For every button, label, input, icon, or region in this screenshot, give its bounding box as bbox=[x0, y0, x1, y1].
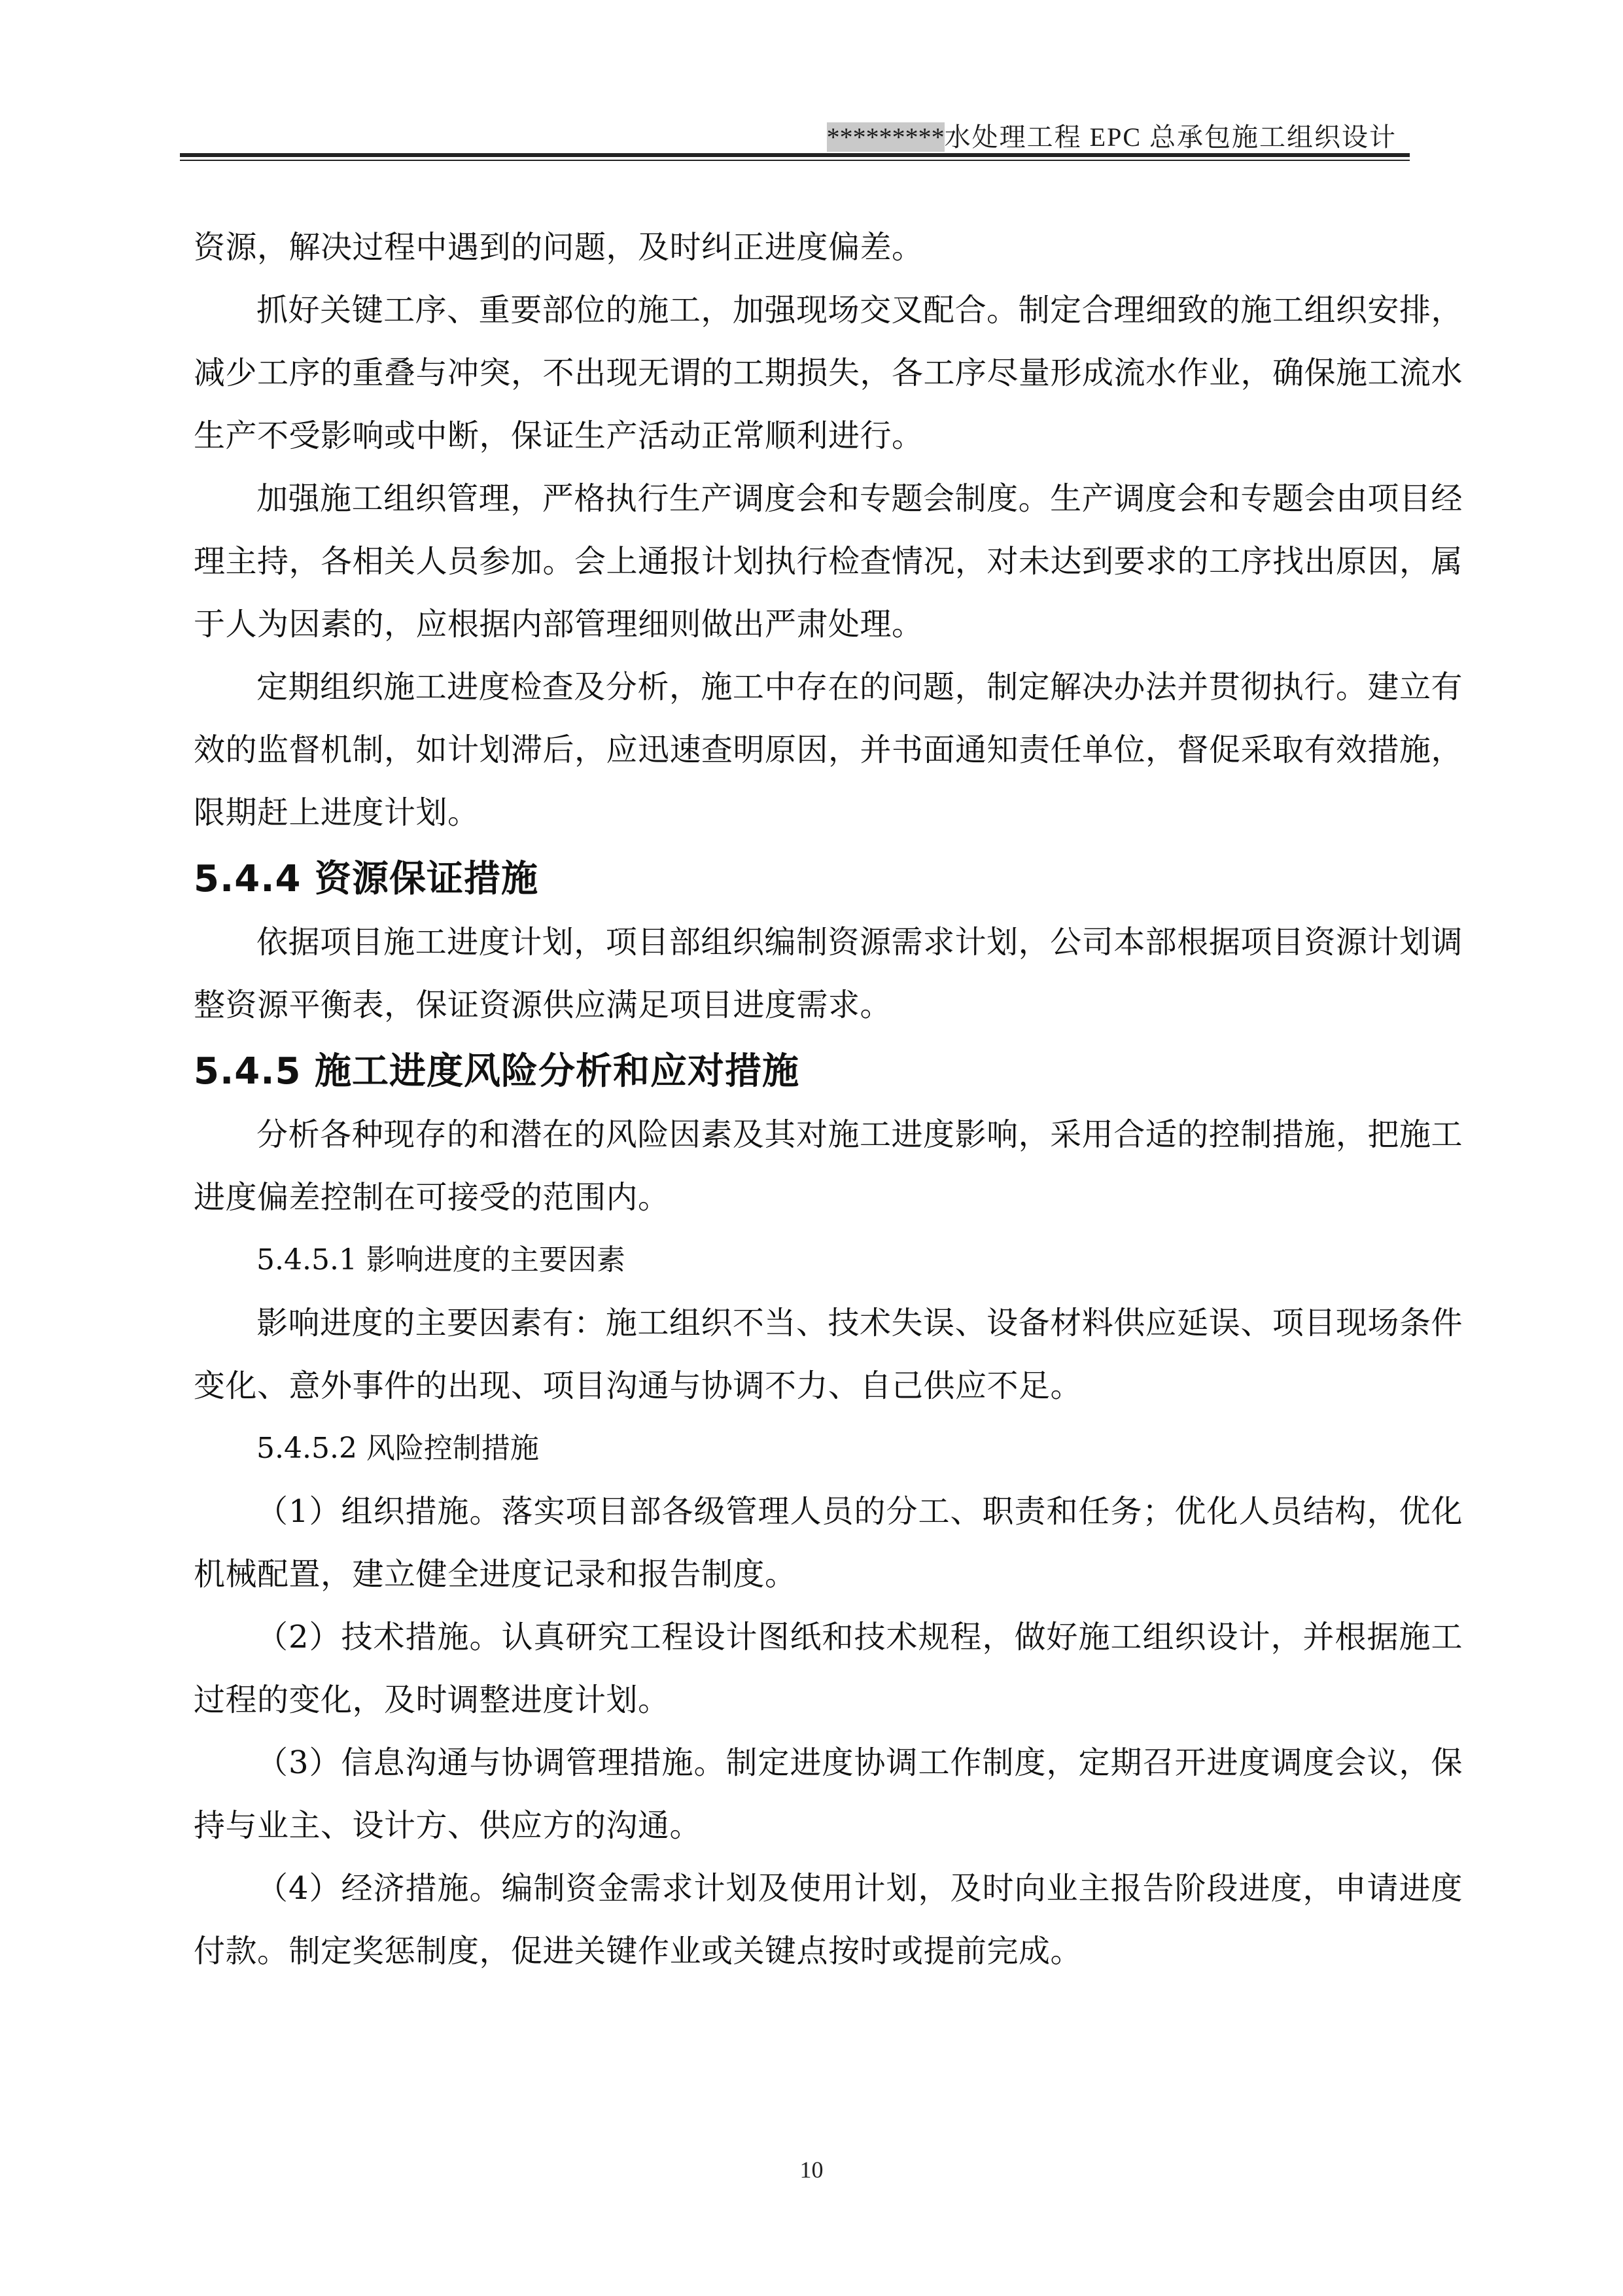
section-heading-5-4-4: 5.4.4 资源保证措施 bbox=[194, 858, 538, 900]
paragraph-main-factors: 影响进度的主要因素有：施工组织不当、技术失误、设备材料供应延误、项目现场条件变化、意外事件的出现、项目沟通与协调不力、自己供应不足。 bbox=[194, 1305, 1463, 1404]
subsection-heading-5-4-5-1: 5.4.5.1 影响进度的主要因素 bbox=[256, 1243, 625, 1277]
header-rule-thin bbox=[180, 160, 1410, 161]
measure-economic: （4）经济措施。编制资金需求计划及使用计划，及时向业主报告阶段进度，申请进度付款。制定奖惩制度，促进关键作业或关键点按时或提前完成。 bbox=[194, 1870, 1463, 1969]
paragraph-resource-plan: 依据项目施工进度计划，项目部组织编制资源需求计划，公司本部根据项目资源计划调整资源平衡表，保证资源供应满足项目进度需求。 bbox=[194, 924, 1463, 1023]
section-heading-5-4-5: 5.4.5 施工进度风险分析和应对措施 bbox=[194, 1050, 799, 1093]
paragraph-organization-management: 加强施工组织管理，严格执行生产调度会和专题会制度。生产调度会和专题会由项目经理主持，各相关人员参加。会上通报计划执行检查情况，对未达到要求的工序找出原因，属于人为因素的，应根据内部管理细则做出严肃处理。 bbox=[194, 480, 1463, 643]
header-title bbox=[827, 116, 1397, 154]
measure-organizational: （1）组织措施。落实项目部各级管理人员的分工、职责和任务；优化人员结构，优化机械配置，建立健全进度记录和报告制度。 bbox=[194, 1493, 1463, 1593]
document-body bbox=[194, 216, 1463, 1983]
header-masked-prefix: ********* bbox=[826, 122, 945, 152]
measure-technical: （2）技术措施。认真研究工程设计图纸和技术规程，做好施工组织设计，并根据施工过程的变化，及时调整进度计划。 bbox=[194, 1619, 1463, 1718]
paragraph-continuation: 资源，解决过程中遇到的问题，及时纠正进度偏差。 bbox=[194, 229, 924, 266]
header-rule bbox=[180, 153, 1410, 157]
paragraph-key-procedures: 抓好关键工序、重要部位的施工，加强现场交叉配合。制定合理细致的施工组织安排，减少工序的重叠与冲突，不出现无谓的工期损失，各工序尽量形成流水作业，确保施工流水生产不受影响或中断，保证生产活动正常顺利进行。 bbox=[194, 292, 1463, 454]
paragraph-progress-inspection: 定期组织施工进度检查及分析，施工中存在的问题，制定解决办法并贯彻执行。建立有效的监督机制，如计划滞后，应迅速查明原因，并书面通知责任单位，督促采取有效措施，限期赶上进度计划。 bbox=[194, 669, 1463, 831]
paragraph-risk-analysis: 分析各种现存的和潜在的风险因素及其对施工进度影响，采用合适的控制措施，把施工进度偏差控制在可接受的范围内。 bbox=[194, 1116, 1463, 1216]
subsection-heading-5-4-5-2: 5.4.5.2 风险控制措施 bbox=[256, 1432, 539, 1465]
page-number: 10 bbox=[799, 2157, 824, 2183]
measure-communication: （3）信息沟通与协调管理措施。制定进度协调工作制度，定期召开进度调度会议，保持与业主、设计方、供应方的沟通。 bbox=[194, 1744, 1463, 1844]
page-header bbox=[180, 110, 1410, 157]
header-title-text: 水处理工程 EPC 总承包施工组织设计 bbox=[944, 122, 1397, 152]
